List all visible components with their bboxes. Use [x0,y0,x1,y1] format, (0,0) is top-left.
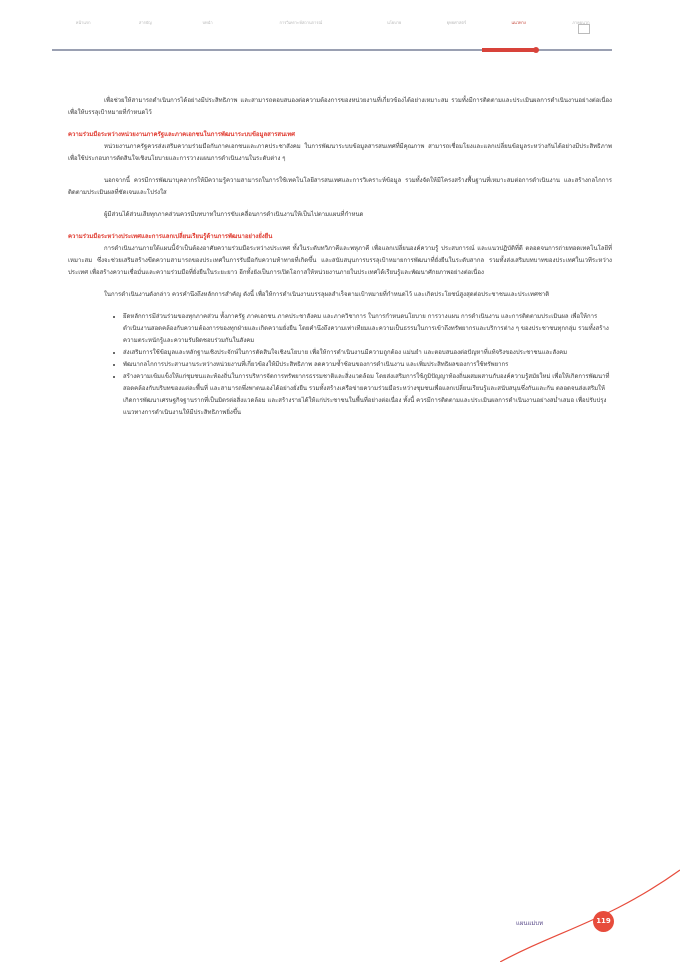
section-heading-1: ความร่วมมือระหว่างหน่วยงานภาครัฐและภาคเอกชนในการพัฒนาระบบข้อมูลสารสนเทศ [68,131,295,138]
list-item: • ส่งเสริมการใช้ข้อมูลและหลักฐานเชิงประจักษ์ในการตัดสินใจเชิงนโยบาย เพื่อให้การดำเนินงานมีความถูกต้อง แม่นยำ และตอบสนองต่อปัญหาที่แท้จริงของประชาชนและสังคม [123,347,612,359]
nav-tab-strategy[interactable]: ยุทธศาสตร์ [446,20,467,25]
active-section-dot [533,47,539,53]
paragraph-3: ผู้มีส่วนได้ส่วนเสียทุกภาคส่วนควรมีบทบาทในการขับเคลื่อนการดำเนินงานให้เป็นไปตามแผนที่กำหนด [104,211,364,218]
menu-icon[interactable] [578,24,590,34]
nav-tab-contents[interactable]: สารบัญ [138,20,152,25]
paragraph-1: หน่วยงานภาครัฐควรส่งเสริมความร่วมมือกับภาคเอกชนและภาคประชาสังคม ในการพัฒนาระบบข้อมูลสารสนเทศที่มีคุณภาพ สามารถเชื่อมโยงและแลกเปลี่ยนข้อมูลระหว่างกันได้อย่างมีประสิทธิภาพ เพื่อใช้ประกอบการตัดสินใจเชิงนโยบายและการวางแผนการดำเนินงานในระดับต่าง ๆ [68,143,612,162]
paragraph-5: ในการดำเนินงานดังกล่าว ควรคำนึงถึงหลักการสำคัญ ดังนี้ เพื่อให้การดำเนินงานบรรลุผลสำเร็จตามเป้าหมายที่กำหนดไว้ และเกิดประโยชน์สูงสุดต่อประชาชนและประเทศชาติ [104,291,550,298]
main-content [68,95,612,419]
intro-paragraph: เพื่อช่วยให้สามารถดำเนินการได้อย่างมีประสิทธิภาพ และสามารถตอบสนองต่อความต้องการของหน่วยงานที่เกี่ยวข้องได้อย่างเหมาะสม รวมทั้งมีการติดตามและประเมินผลการดำเนินงานอย่างต่อเนื่อง เพื่อให้บรรลุเป้าหมายที่กำหนดไว้ [68,97,612,116]
nav-divider [52,49,612,51]
decorative-swoosh [500,860,680,962]
list-item: • สร้างความเข้มแข็งให้แก่ชุมชนและท้องถิ่นในการบริหารจัดการทรัพยากรธรรมชาติและสิ่งแวดล้อม โดยส่งเสริมการใช้ภูมิปัญญาท้องถิ่นผสมผสานกับองค์ความรู้สมัยใหม่ เพื่อให้เกิดการพัฒนาที่สอดคล้องกับบริบทของแต่ละพื้นที่ และสามารถพึ่งพาตนเองได้อย่างยั่งยืน รวมทั้งสร้างเครือข่ายความร่วมมือระหว่างชุมชนเพื่อแลกเปลี่ยนเรียนรู้และสนับสนุนซึ่งกันและกัน ตลอดจนส่งเสริมให้เกิดการพัฒนาเศรษฐกิจฐานรากที่เป็นมิตรต่อสิ่งแวดล้อม และสร้างรายได้ให้แก่ประชาชนในพื้นที่อย่างต่อเนื่อง ทั้งนี้ ควรมีการติดตามและประเมินผลการดำเนินงานอย่างสม่ำเสมอ เพื่อปรับปรุงแนวทางการดำเนินงานให้มีประสิทธิภาพยิ่งขึ้น [123,371,612,419]
list-item: • ยึดหลักการมีส่วนร่วมของทุกภาคส่วน ทั้งภาครัฐ ภาคเอกชน ภาคประชาสังคม และภาควิชาการ ในการกำหนดนโยบาย การวางแผน การดำเนินงาน และการติดตามประเมินผล เพื่อให้การดำเนินงานสอดคล้องกับความต้องการของทุกฝ่ายและเกิดความยั่งยืน โดยคำนึงถึงความเท่าเทียมและความเป็นธรรมในการเข้าถึงทรัพยากรและบริการต่าง ๆ ของประชาชนทุกกลุ่ม รวมทั้งสร้างความตระหนักรู้และความรับผิดชอบร่วมกันในสังคม [123,311,612,347]
list-item: • พัฒนากลไกการประสานงานระหว่างหน่วยงานที่เกี่ยวข้องให้มีประสิทธิภาพ ลดความซ้ำซ้อนของการดำเนินงาน และเพิ่มประสิทธิผลของการใช้ทรัพยากร [123,359,612,371]
principles-list [68,311,612,419]
footer-label: แผนแม่บท [516,920,544,927]
active-section-indicator [482,48,537,52]
paragraph-2: นอกจากนี้ ควรมีการพัฒนาบุคลากรให้มีความรู้ความสามารถในการใช้เทคโนโลยีสารสนเทศและการวิเคราะห์ข้อมูล รวมทั้งจัดให้มีโครงสร้างพื้นฐานที่เหมาะสมต่อการดำเนินงาน และสร้างกลไกการติดตามประเมินผลที่ชัดเจนและโปร่งใส [68,177,612,196]
nav-tab-appendix[interactable]: ภาคผนวก [572,20,590,25]
nav-tab-home[interactable]: หน้าแรก [75,20,91,25]
nav-tab-analysis[interactable]: การวิเคราะห์สถานการณ์ [279,20,323,25]
section-heading-2: ความร่วมมือระหว่างประเทศและการแลกเปลี่ยนเรียนรู้ด้านการพัฒนาอย่างยั่งยืน [68,233,273,240]
nav-tab-intro[interactable]: บทนำ [202,20,213,25]
nav-tab-policy[interactable]: นโยบาย [387,20,402,25]
page-number: 119 [593,911,614,932]
nav-tab-guidelines[interactable]: แนวทาง [511,20,526,25]
top-navigation [52,20,612,40]
paragraph-4: การดำเนินงานภายใต้แผนนี้จำเป็นต้องอาศัยความร่วมมือระหว่างประเทศ ทั้งในระดับทวิภาคีและพหุภาคี เพื่อแลกเปลี่ยนองค์ความรู้ ประสบการณ์ และแนวปฏิบัติที่ดี ตลอดจนการถ่ายทอดเทคโนโลยีที่เหมาะสม ซึ่งจะช่วยเสริมสร้างขีดความสามารถของประเทศในการรับมือกับความท้าทายที่เกิดขึ้น และสนับสนุนการบรรลุเป้าหมายการพัฒนาที่ยั่งยืนในระดับสากล รวมทั้งส่งเสริมบทบาทของประเทศในเวทีระหว่างประเทศ เพื่อสร้างความเชื่อมั่นและความร่วมมือที่ยั่งยืนในระยะยาว อีกทั้งยังเป็นการเปิดโอกาสให้หน่วยงานภายในประเทศได้เรียนรู้และพัฒนาศักยภาพอย่างต่อเนื่อง [68,245,612,276]
